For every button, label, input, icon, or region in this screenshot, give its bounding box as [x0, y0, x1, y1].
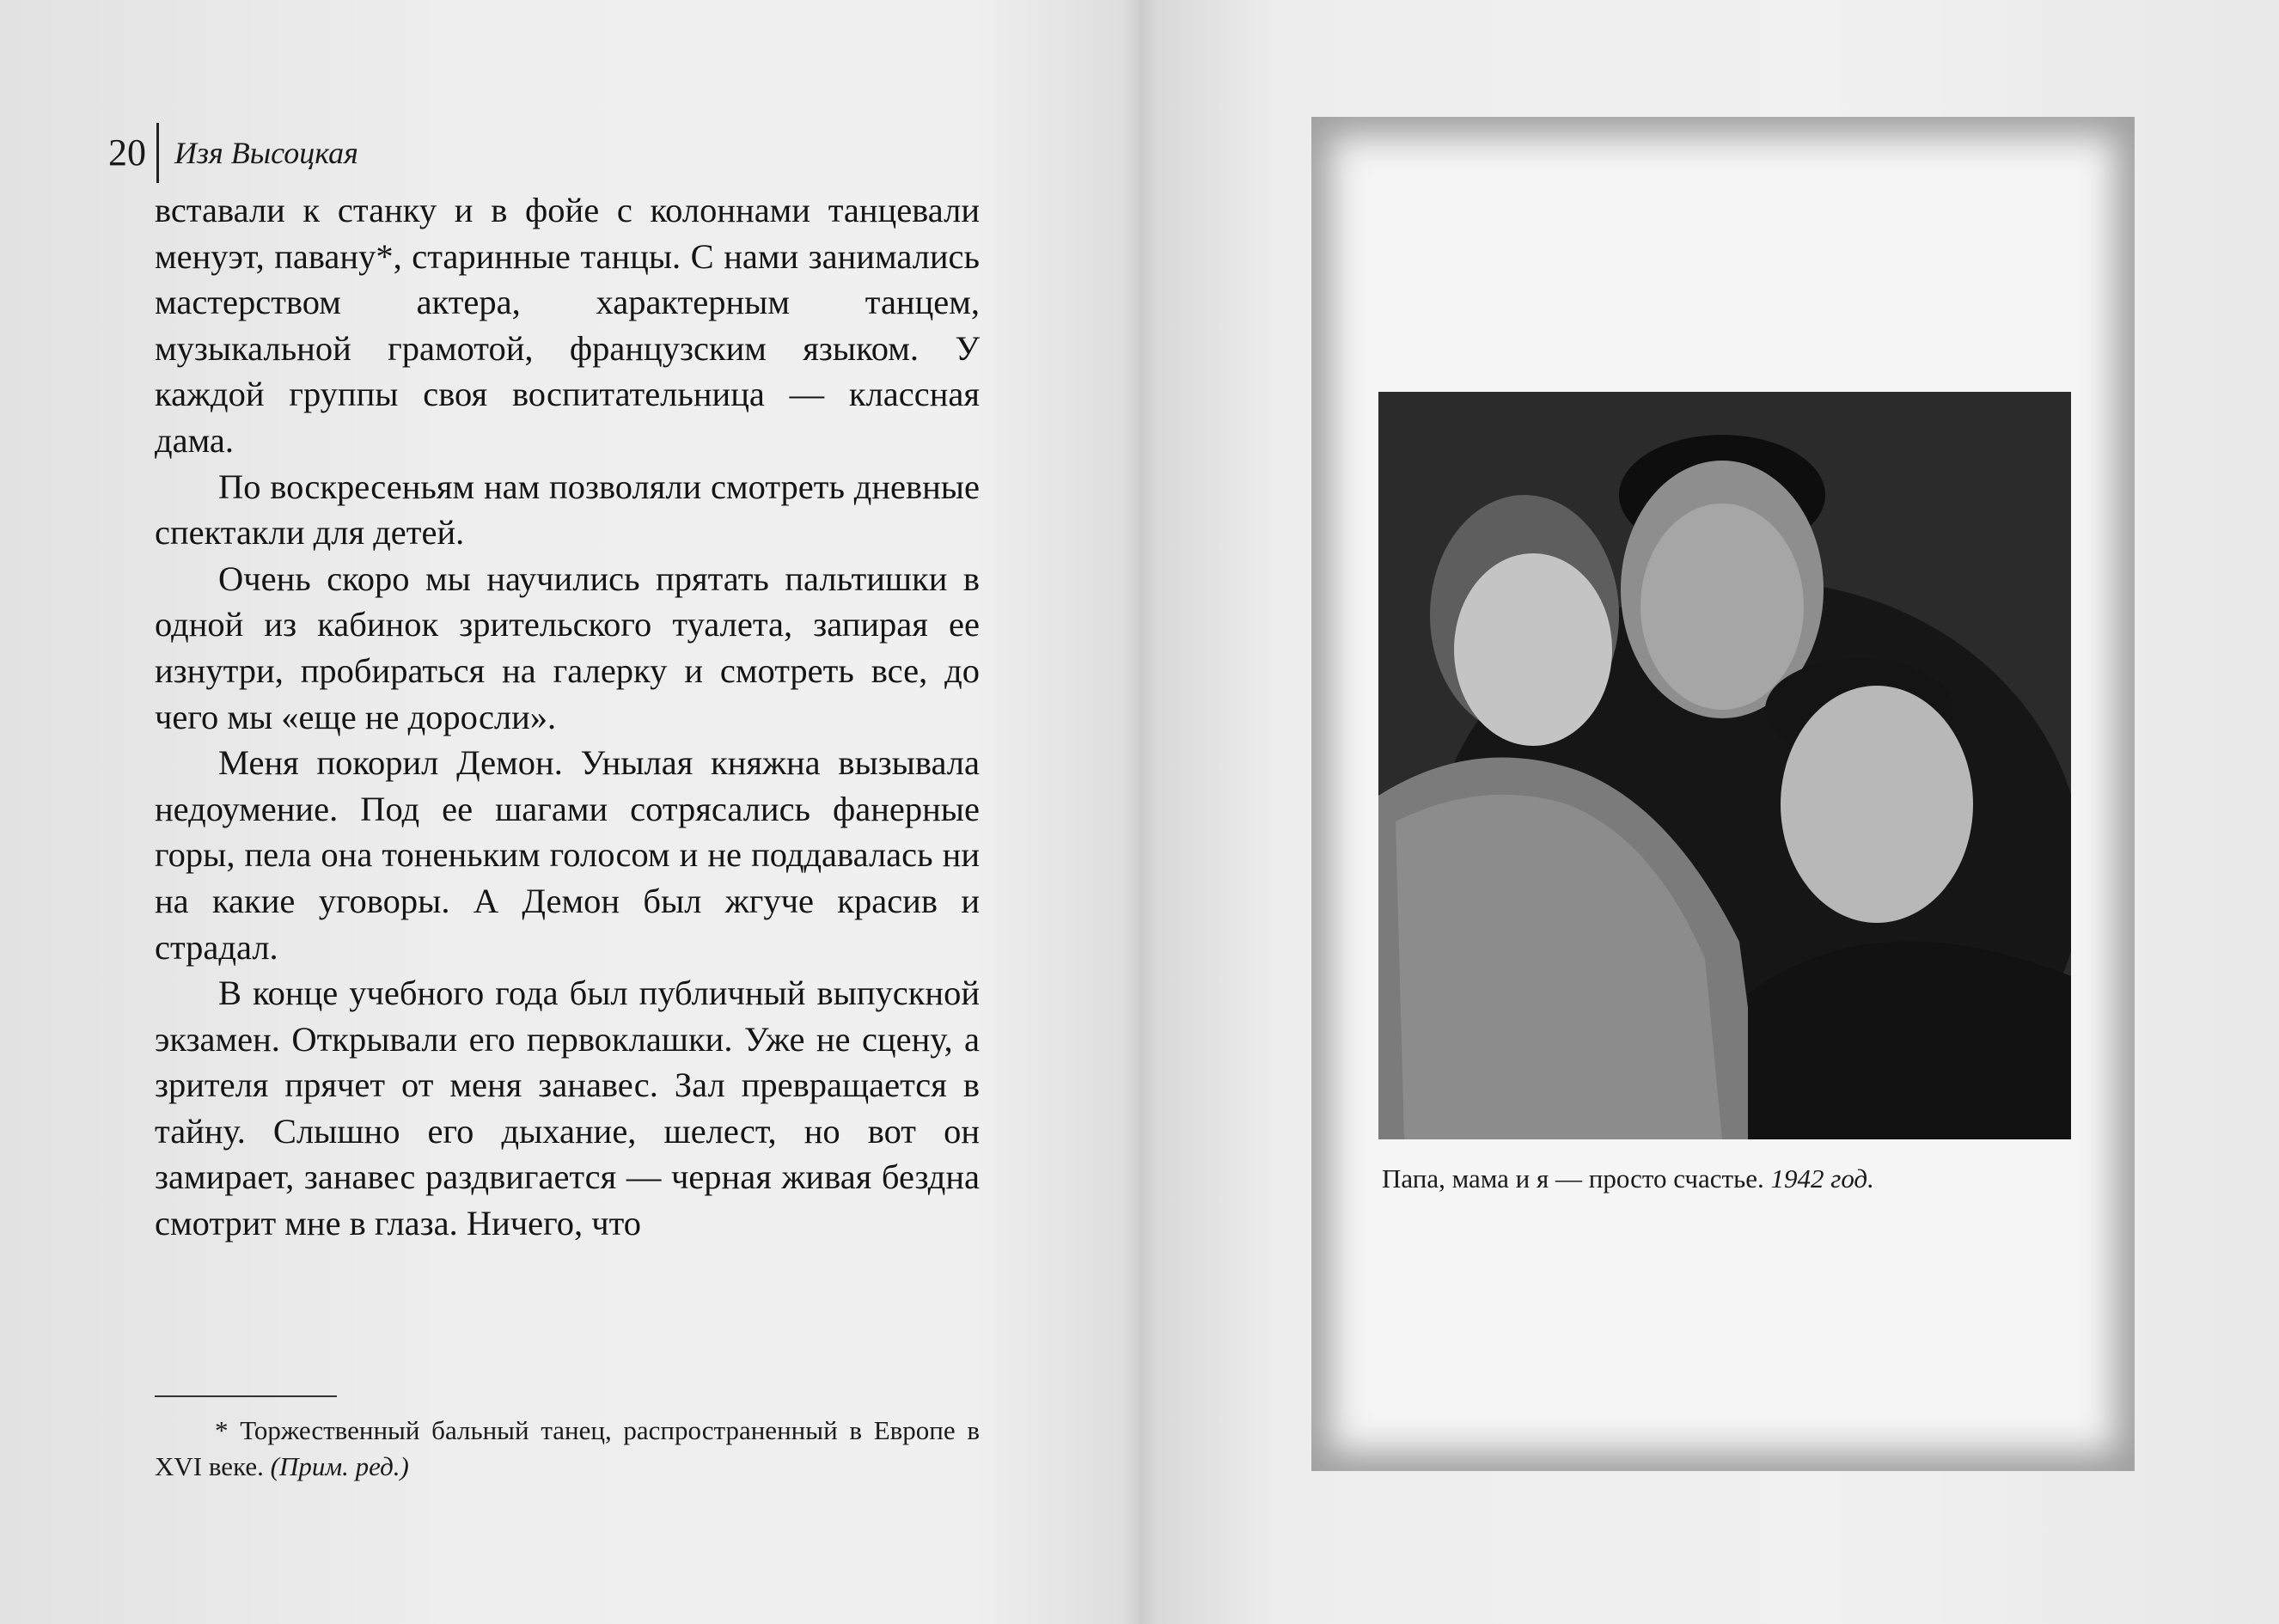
book-gutter [1122, 0, 1157, 1624]
footnote-editor-note: (Прим. ред.) [270, 1451, 409, 1481]
photo-caption [1382, 1162, 2087, 1196]
caption-year: 1942 год. [1770, 1163, 1874, 1194]
paragraph: В конце учебного года был публичный выпускной экзамен. Открывали его первоклашки. Уже не сцену, а зрителя прячет от меня занавес. Зал превращается в тайну. Слышно его дыхание, шелест, но вот он замирает, занавес раздвигается — черная живая бездна смотрит мне в глаза. Ничего, что [155, 974, 980, 1243]
photo-illustration [1378, 392, 2071, 1139]
paragraph: вставали к станку и в фойе с колоннами танцевали менуэт, павану*, старинные танцы. С нами занимались мастерством актера, характерным танцем, музыкальной грамотой, французским языком. У каждой группы своя воспитательница — классная дама. [155, 191, 980, 460]
author-name: Изя Высоцкая [174, 136, 358, 170]
body-text [155, 187, 980, 1247]
paragraph: Очень скоро мы научились прятать пальтишки в одной из кабинок зрительского туалета, запирая ее изнутри, пробираться на галерку и смотреть все, до чего мы «еще не доросли». [155, 559, 980, 736]
caption-text: Папа, мама и я — просто счастье. [1382, 1163, 1764, 1194]
footnote-text: * Торжественный бальный танец, распространенный в Европе в XVI веке. [155, 1415, 980, 1481]
footnote [155, 1413, 980, 1485]
footnote-divider [155, 1395, 337, 1397]
page-number: 20 [108, 131, 146, 174]
header-divider [156, 123, 159, 183]
family-portrait-photo [1378, 392, 2071, 1139]
paragraph: По воскресеньям нам позволяли смотреть дневные спектакли для детей. [155, 467, 980, 553]
paragraph: Меня покорил Демон. Унылая княжна вызывала недоумение. Под ее шагами сотрясались фанерные горы, пела она тоненьким голосом и не поддавалась ни на какие уговоры. А Демон был жгуче красив и страдал. [155, 743, 980, 967]
running-head [108, 125, 358, 180]
